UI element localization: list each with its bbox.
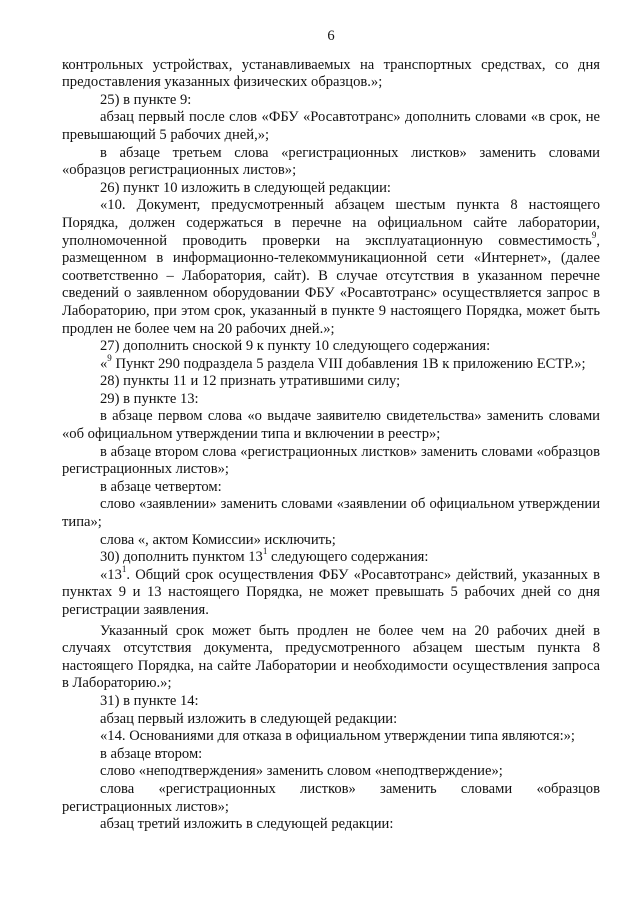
- paragraph-text: «: [100, 355, 108, 372]
- paragraph: «14. Основаниями для отказа в официальном утверждении типа являются:»;: [100, 728, 575, 745]
- paragraph: 31) в пункте 14:: [100, 692, 199, 709]
- footnote-marker: 1: [262, 546, 268, 557]
- page-number: 6: [327, 28, 335, 44]
- paragraph-text: Пункт 290 подраздела 5 раздела VIII добавления 1B к приложению ЕСТР.»;: [111, 355, 586, 372]
- paragraph: слово «заявлении» заменить словами «заявлении об официальном утверждении типа»;: [62, 496, 600, 531]
- footnote-marker: 1: [121, 563, 127, 574]
- paragraph: в абзаце втором слова «регистрационных листков» заменить словами «образцов регистрационных листов»;: [62, 443, 600, 478]
- paragraph: абзац третий изложить в следующей редакции:: [100, 816, 394, 833]
- paragraph: в абзаце четвертом:: [100, 478, 222, 495]
- paragraph: 28) пункты 11 и 12 признать утратившими силу;: [100, 373, 401, 390]
- paragraph: 29) в пункте 13:: [100, 390, 199, 407]
- paragraph: [62, 546, 600, 567]
- paragraph: 26) пункт 10 изложить в следующей редакции:: [100, 179, 391, 196]
- paragraph: 27) дополнить сноской 9 к пункту 10 следующего содержания:: [100, 338, 491, 355]
- paragraph: слова «, актом Комиссии» исключить;: [100, 531, 336, 548]
- paragraph: [62, 197, 600, 338]
- paragraph: контрольных устройствах, устанавливаемых на транспортных средствах, со дня предоставления указанных физических образцов.»;: [62, 56, 600, 91]
- paragraph-text: «13: [100, 566, 122, 583]
- paragraph-text: . Общий срок осуществления ФБУ «Росавтотранс» действий, указанных в пунктах 9 и 13 настоящего Порядка, не может превышать 5 рабочих дней со дня регистрации заявления.: [62, 566, 600, 618]
- footnote-marker: 9: [107, 352, 112, 363]
- paragraph: Указанный срок может быть продлен не более чем на 20 рабочих дней в случаях отсутствия документа, предусмотренного абзацем шестым пункта 8 настоящего Порядка, на сайте Лаборатории и необходимости осуществления запроса в Лабораторию.»;: [62, 622, 600, 692]
- paragraph: [62, 352, 600, 374]
- paragraph: в абзаце третьем слова «регистрационных листков» заменить словами «образцов регистрационных листов»;: [62, 144, 600, 179]
- document-body: [62, 57, 600, 834]
- paragraph: 25) в пункте 9:: [100, 91, 192, 108]
- paragraph: в абзаце втором:: [100, 745, 203, 762]
- paragraph-text: , размещенном в информационно-телекоммуникационной сети «Интернет», (далее соответственно – Лаборатория, сайт). В случае отсутствия в указанном перечне сведений о заявленном оборудовании ФБУ «Росавтотранс» осуществляется запрос в Лабораторию, при этом срок, указанный в пункте 9 настоящего Порядка, может быть продлен не более чем на 20 рабочих дней.»;: [62, 232, 600, 337]
- paragraph: слова «регистрационных листков» заменить словами «образцов регистрационных листов»;: [62, 780, 600, 815]
- paragraph: в абзаце первом слова «о выдаче заявителю свидетельства» заменить словами «об официальном утверждении типа и включении в реестр»;: [62, 408, 600, 443]
- paragraph: [62, 563, 600, 620]
- paragraph-text: 30) дополнить пунктом 13: [100, 549, 263, 566]
- paragraph: слово «неподтверждения» заменить словом «неподтверждение»;: [100, 763, 503, 780]
- paragraph-text: следующего содержания:: [267, 549, 429, 566]
- paragraph-text: «10. Документ, предусмотренный абзацем шестым пункта 8 настоящего Порядка, должен содержаться в перечне на официальном сайте лаборатории, уполномоченной проводить проверки на эксплуатационную совместимость: [62, 197, 600, 249]
- paragraph: абзац первый после слов «ФБУ «Росавтотранс» дополнить словами «в срок, не превышающий 5 рабочих дней,»;: [62, 109, 600, 143]
- footnote-marker: 9: [591, 229, 597, 240]
- paragraph: абзац первый изложить в следующей редакции:: [100, 710, 398, 727]
